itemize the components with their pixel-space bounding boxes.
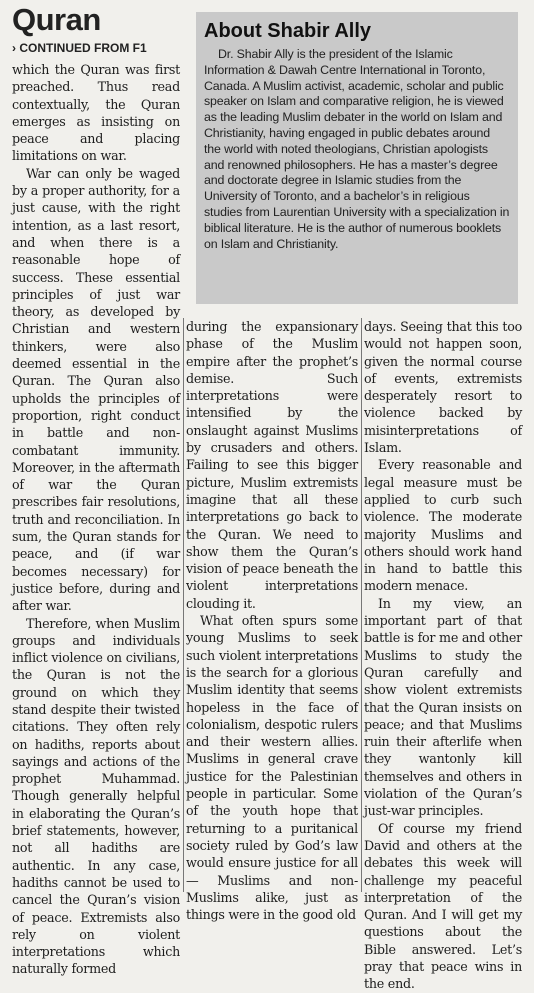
column-divider	[361, 318, 362, 892]
article-headline: Quran	[12, 2, 101, 37]
article-paragraph: In my view, an important part of that battle is for me and other Muslims to study the Quran carefully and show violent extremists that the Quran insists on peace; and that Muslims ruin their afterlife when they wantonly kill themselves and others in violation of the Quran’s just-war principles.	[364, 595, 522, 819]
column-divider	[183, 318, 184, 892]
article-paragraph: Of course my friend David and others at the debates this week will challenge my peaceful interpretation of the Quran. And I will get my questions about the Bible answered. Let’s pray that peace wins in the end.	[364, 820, 522, 992]
about-author-sidebar	[196, 12, 518, 304]
article-paragraph: Therefore, when Muslim groups and individuals inflict violence on civilians, the Quran is not the ground on which they stand despite their twisted citations. They often rely on hadiths, reports about sayings and actions of the prophet Muhammad. Though generally helpful in elaborating the Quran’s brief statements, however, not all hadiths are authentic. In any case, hadiths cannot be used to cancel the Quran’s vision of peace. Extremists also rely on violent interpretations which naturally formed	[12, 615, 180, 977]
article-paragraph: Every reasonable and legal measure must be applied to curb such violence. The moderate majority Muslims and others should work hand in hand to battle this modern menace.	[364, 457, 522, 594]
article-paragraph: during the expansionary phase of the Muslim empire after the prophet’s demise. Such interpretations were intensified by the onslaught against Muslims by crusaders and others. Failing to see this bigger picture, Muslim extremists imagine that all these interpretations go back to the Quran. We need to show them the Quran’s vision of peace beneath the violent interpretations clouding it.	[186, 319, 358, 611]
article-column-3	[364, 318, 522, 992]
article-paragraph: War can only be waged by a proper authority, for a just cause, with the right intention, as a last resort, and when there is a reasonable hope of success. These essential principles of just war theory, as developed by Christian and western thinkers, were also deemed essential in the Quran. The Quran also upholds the principles of proportion, right conduct in battle and non-combatant immunity. Moreover, in the aftermath of war the Quran prescribes fair resolutions, truth and reconciliation. In sum, the Quran stands for peace, and (if war becomes necessary) for justice before, during and after war.	[12, 165, 180, 614]
article-column-2	[186, 318, 358, 923]
article-paragraph: days. Seeing that this too would not happen soon, given the normal course of events, extremists desperately resort to violence backed by misinterpretations of Islam.	[364, 319, 522, 456]
article-paragraph: which the Quran was first preached. Thus read contextually, the Quran emerges as insisting on peace and placing limitations on war.	[12, 62, 180, 164]
article-column-1	[12, 61, 180, 977]
sidebar-body: Dr. Shabir Ally is the president of the Islamic Information & Dawah Centre International in Toronto, Canada. A Muslim activist, academic, scholar and public speaker on Islam and comparative religion, he is viewed as the leading Muslim debater in the world on Islam and Christianity, having engaged in public debates around the world with noted theologians, Christian apologists and renowned philosophers. He has a master’s degree and doctorate degree in Islamic studies from the University of Toronto, and a bachelor’s in religious studies from Laurentian University with a specialization in biblical literature. He is the author of numerous booklets on Islam and Christianity.	[204, 47, 510, 251]
sidebar-title: About Shabir Ally	[204, 20, 372, 42]
article-paragraph: What often spurs some young Muslims to seek such violent interpretations is the search for a glorious Muslim identity that seems hopeless in the face of colonialism, despotic rulers and their western allies. Muslims in general crave justice for the Palestinian people in particular. Some of the youth hope that returning to a puritanical society ruled by God’s law would ensure justice for all — Muslims and non-Muslims alike, just as things were in the good old	[186, 613, 358, 923]
continued-from-label: › CONTINUED FROM F1	[12, 41, 147, 55]
